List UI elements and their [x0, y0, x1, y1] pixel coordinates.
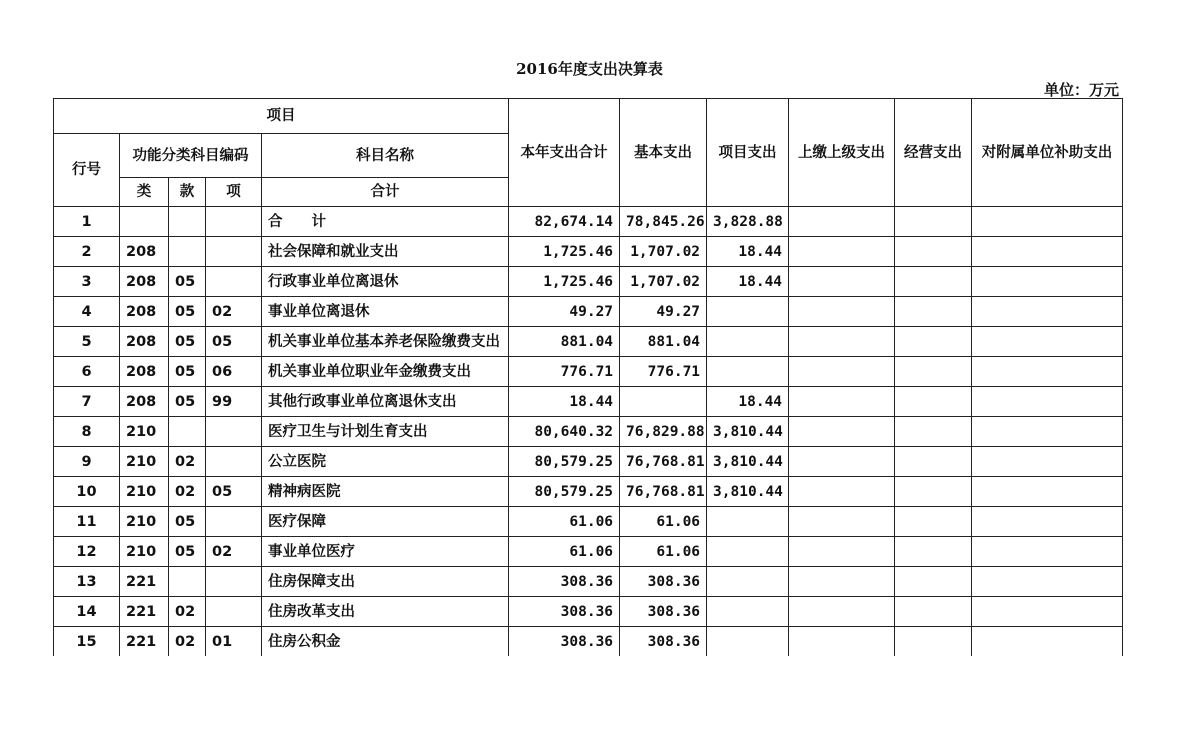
- row-sec-code: [169, 237, 206, 267]
- table-row: [54, 627, 1123, 657]
- row-subject-name: 住房保障支出: [262, 567, 509, 597]
- row-basic: 1,707.02: [620, 267, 707, 297]
- row-total: 82,674.14: [509, 207, 620, 237]
- row-sec-code: 05: [169, 537, 206, 567]
- row-business: [895, 567, 972, 597]
- row-line-no: 7: [54, 387, 120, 417]
- row-line-no: 2: [54, 237, 120, 267]
- row-item-code: [206, 507, 262, 537]
- row-upper: [789, 567, 895, 597]
- row-total: 61.06: [509, 537, 620, 567]
- row-project: 3,810.44: [707, 447, 789, 477]
- row-basic: 1,707.02: [620, 237, 707, 267]
- row-line-no: 10: [54, 477, 120, 507]
- row-cat-code: 221: [120, 567, 169, 597]
- row-subject-name: 其他行政事业单位离退休支出: [262, 387, 509, 417]
- row-subsidy: [972, 477, 1123, 507]
- row-project: [707, 627, 789, 657]
- row-total: 776.71: [509, 357, 620, 387]
- table-row: [54, 537, 1123, 567]
- row-upper: [789, 327, 895, 357]
- row-project: [707, 297, 789, 327]
- row-project: 3,828.88: [707, 207, 789, 237]
- row-basic: 76,768.81: [620, 477, 707, 507]
- table-header: [54, 99, 1123, 207]
- row-cat-code: 208: [120, 297, 169, 327]
- row-line-no: 1: [54, 207, 120, 237]
- row-upper: [789, 537, 895, 567]
- row-project: [707, 327, 789, 357]
- header-col-subsidy: 对附属单位补助支出: [972, 99, 1123, 207]
- row-cat-code: [120, 207, 169, 237]
- row-cat-code: 208: [120, 267, 169, 297]
- row-total: 308.36: [509, 627, 620, 657]
- header-col-business: 经营支出: [895, 99, 972, 207]
- row-basic: 881.04: [620, 327, 707, 357]
- row-cat-code: 208: [120, 327, 169, 357]
- table-row: [54, 267, 1123, 297]
- row-line-no: 13: [54, 567, 120, 597]
- row-project: 3,810.44: [707, 477, 789, 507]
- row-subsidy: [972, 447, 1123, 477]
- row-upper: [789, 597, 895, 627]
- row-line-no: 9: [54, 447, 120, 477]
- row-sec-code: 05: [169, 327, 206, 357]
- row-sec-code: [169, 207, 206, 237]
- table-row: [54, 477, 1123, 507]
- row-business: [895, 537, 972, 567]
- row-subject-name: 机关事业单位职业年金缴费支出: [262, 357, 509, 387]
- row-line-no: 4: [54, 297, 120, 327]
- row-subsidy: [972, 417, 1123, 447]
- row-business: [895, 417, 972, 447]
- row-item-code: [206, 417, 262, 447]
- header-item: 项: [206, 178, 262, 207]
- header-subject-name: 科目名称: [262, 134, 509, 178]
- table-row: [54, 297, 1123, 327]
- row-business: [895, 627, 972, 657]
- row-line-no: 3: [54, 267, 120, 297]
- row-subsidy: [972, 507, 1123, 537]
- row-basic: [620, 387, 707, 417]
- row-business: [895, 477, 972, 507]
- table-row: [54, 327, 1123, 357]
- header-col-total: 本年支出合计: [509, 99, 620, 207]
- row-subsidy: [972, 327, 1123, 357]
- row-line-no: 5: [54, 327, 120, 357]
- table-row: [54, 357, 1123, 387]
- row-upper: [789, 447, 895, 477]
- row-subject-name: 社会保障和就业支出: [262, 237, 509, 267]
- header-col-project: 项目支出: [707, 99, 789, 207]
- row-total: 881.04: [509, 327, 620, 357]
- row-project: 18.44: [707, 267, 789, 297]
- table-row: [54, 207, 1123, 237]
- row-line-no: 15: [54, 627, 120, 657]
- row-subsidy: [972, 627, 1123, 657]
- row-project: 18.44: [707, 237, 789, 267]
- row-cat-code: 208: [120, 357, 169, 387]
- row-sec-code: 02: [169, 597, 206, 627]
- table-row: [54, 387, 1123, 417]
- row-item-code: 05: [206, 477, 262, 507]
- row-business: [895, 267, 972, 297]
- row-line-no: 14: [54, 597, 120, 627]
- row-sec-code: 02: [169, 627, 206, 657]
- row-upper: [789, 357, 895, 387]
- row-subsidy: [972, 357, 1123, 387]
- row-project: [707, 567, 789, 597]
- row-sec-code: 05: [169, 507, 206, 537]
- row-subject-name: 住房公积金: [262, 627, 509, 657]
- row-subject-name: 行政事业单位离退休: [262, 267, 509, 297]
- row-total: 80,640.32: [509, 417, 620, 447]
- row-subsidy: [972, 237, 1123, 267]
- row-basic: 49.27: [620, 297, 707, 327]
- unit-label: 单位：万元: [1043, 81, 1119, 99]
- row-sec-code: 02: [169, 447, 206, 477]
- row-total: 61.06: [509, 507, 620, 537]
- row-basic: 78,845.26: [620, 207, 707, 237]
- row-business: [895, 297, 972, 327]
- row-subject-name: 医疗卫生与计划生育支出: [262, 417, 509, 447]
- row-cat-code: 208: [120, 387, 169, 417]
- header-project: 项目: [54, 99, 509, 134]
- row-subject-name: 公立医院: [262, 447, 509, 477]
- row-basic: 76,829.88: [620, 417, 707, 447]
- row-subsidy: [972, 297, 1123, 327]
- row-sec-code: 05: [169, 387, 206, 417]
- row-upper: [789, 507, 895, 537]
- row-upper: [789, 387, 895, 417]
- row-cat-code: 210: [120, 507, 169, 537]
- row-sec-code: 02: [169, 477, 206, 507]
- table-row: [54, 567, 1123, 597]
- row-item-code: [206, 237, 262, 267]
- row-subject-name: 合 计: [262, 207, 509, 237]
- row-subject-name: 机关事业单位基本养老保险缴费支出: [262, 327, 509, 357]
- row-item-code: [206, 447, 262, 477]
- row-item-code: [206, 267, 262, 297]
- header-col-basic: 基本支出: [620, 99, 707, 207]
- row-business: [895, 597, 972, 627]
- row-subject-name: 精神病医院: [262, 477, 509, 507]
- header-func-code: 功能分类科目编码: [120, 134, 262, 178]
- row-sec-code: 05: [169, 297, 206, 327]
- row-sec-code: [169, 567, 206, 597]
- row-item-code: 01: [206, 627, 262, 657]
- header-cat: 类: [120, 178, 169, 207]
- table-row: [54, 447, 1123, 477]
- header-sec: 款: [169, 178, 206, 207]
- row-business: [895, 357, 972, 387]
- row-upper: [789, 417, 895, 447]
- row-upper: [789, 237, 895, 267]
- row-total: 1,725.46: [509, 267, 620, 297]
- row-total: 1,725.46: [509, 237, 620, 267]
- row-subsidy: [972, 387, 1123, 417]
- header-total-label: 合计: [262, 178, 509, 207]
- table-row: [54, 417, 1123, 447]
- row-business: [895, 207, 972, 237]
- row-total: 49.27: [509, 297, 620, 327]
- row-project: [707, 357, 789, 387]
- row-total: 80,579.25: [509, 447, 620, 477]
- row-item-code: [206, 207, 262, 237]
- row-business: [895, 507, 972, 537]
- row-subject-name: 事业单位离退休: [262, 297, 509, 327]
- row-sec-code: [169, 417, 206, 447]
- row-cat-code: 210: [120, 477, 169, 507]
- row-line-no: 11: [54, 507, 120, 537]
- row-business: [895, 237, 972, 267]
- row-upper: [789, 627, 895, 657]
- row-subsidy: [972, 537, 1123, 567]
- row-cat-code: 210: [120, 537, 169, 567]
- row-basic: 61.06: [620, 507, 707, 537]
- row-project: [707, 597, 789, 627]
- row-upper: [789, 297, 895, 327]
- row-item-code: 02: [206, 537, 262, 567]
- header-line-no: 行号: [54, 134, 120, 207]
- row-subject-name: 医疗保障: [262, 507, 509, 537]
- row-basic: 776.71: [620, 357, 707, 387]
- row-cat-code: 208: [120, 237, 169, 267]
- row-total: 308.36: [509, 567, 620, 597]
- row-item-code: [206, 597, 262, 627]
- row-cat-code: 210: [120, 417, 169, 447]
- row-cat-code: 221: [120, 597, 169, 627]
- table-row: [54, 597, 1123, 627]
- row-subject-name: 事业单位医疗: [262, 537, 509, 567]
- row-project: 18.44: [707, 387, 789, 417]
- row-total: 308.36: [509, 597, 620, 627]
- row-upper: [789, 477, 895, 507]
- table-row: [54, 507, 1123, 537]
- expenditure-table: [53, 98, 1123, 656]
- row-subsidy: [972, 267, 1123, 297]
- row-total: 80,579.25: [509, 477, 620, 507]
- row-subsidy: [972, 567, 1123, 597]
- row-item-code: 99: [206, 387, 262, 417]
- row-cat-code: 210: [120, 447, 169, 477]
- row-project: [707, 537, 789, 567]
- row-item-code: 05: [206, 327, 262, 357]
- row-basic: 308.36: [620, 597, 707, 627]
- report-title: 2016年度支出决算表: [516, 60, 663, 78]
- row-project: 3,810.44: [707, 417, 789, 447]
- row-sec-code: 05: [169, 267, 206, 297]
- row-business: [895, 387, 972, 417]
- row-item-code: [206, 567, 262, 597]
- row-basic: 308.36: [620, 627, 707, 657]
- row-line-no: 12: [54, 537, 120, 567]
- row-item-code: 06: [206, 357, 262, 387]
- row-sec-code: 05: [169, 357, 206, 387]
- row-basic: 308.36: [620, 567, 707, 597]
- row-project: [707, 507, 789, 537]
- row-upper: [789, 207, 895, 237]
- row-basic: 61.06: [620, 537, 707, 567]
- header-col-upper: 上缴上级支出: [789, 99, 895, 207]
- row-basic: 76,768.81: [620, 447, 707, 477]
- row-business: [895, 447, 972, 477]
- row-subject-name: 住房改革支出: [262, 597, 509, 627]
- row-business: [895, 327, 972, 357]
- row-subsidy: [972, 597, 1123, 627]
- table-body: [54, 207, 1123, 657]
- row-cat-code: 221: [120, 627, 169, 657]
- row-subsidy: [972, 207, 1123, 237]
- table-row: [54, 237, 1123, 267]
- row-item-code: 02: [206, 297, 262, 327]
- row-total: 18.44: [509, 387, 620, 417]
- row-upper: [789, 267, 895, 297]
- row-line-no: 8: [54, 417, 120, 447]
- row-line-no: 6: [54, 357, 120, 387]
